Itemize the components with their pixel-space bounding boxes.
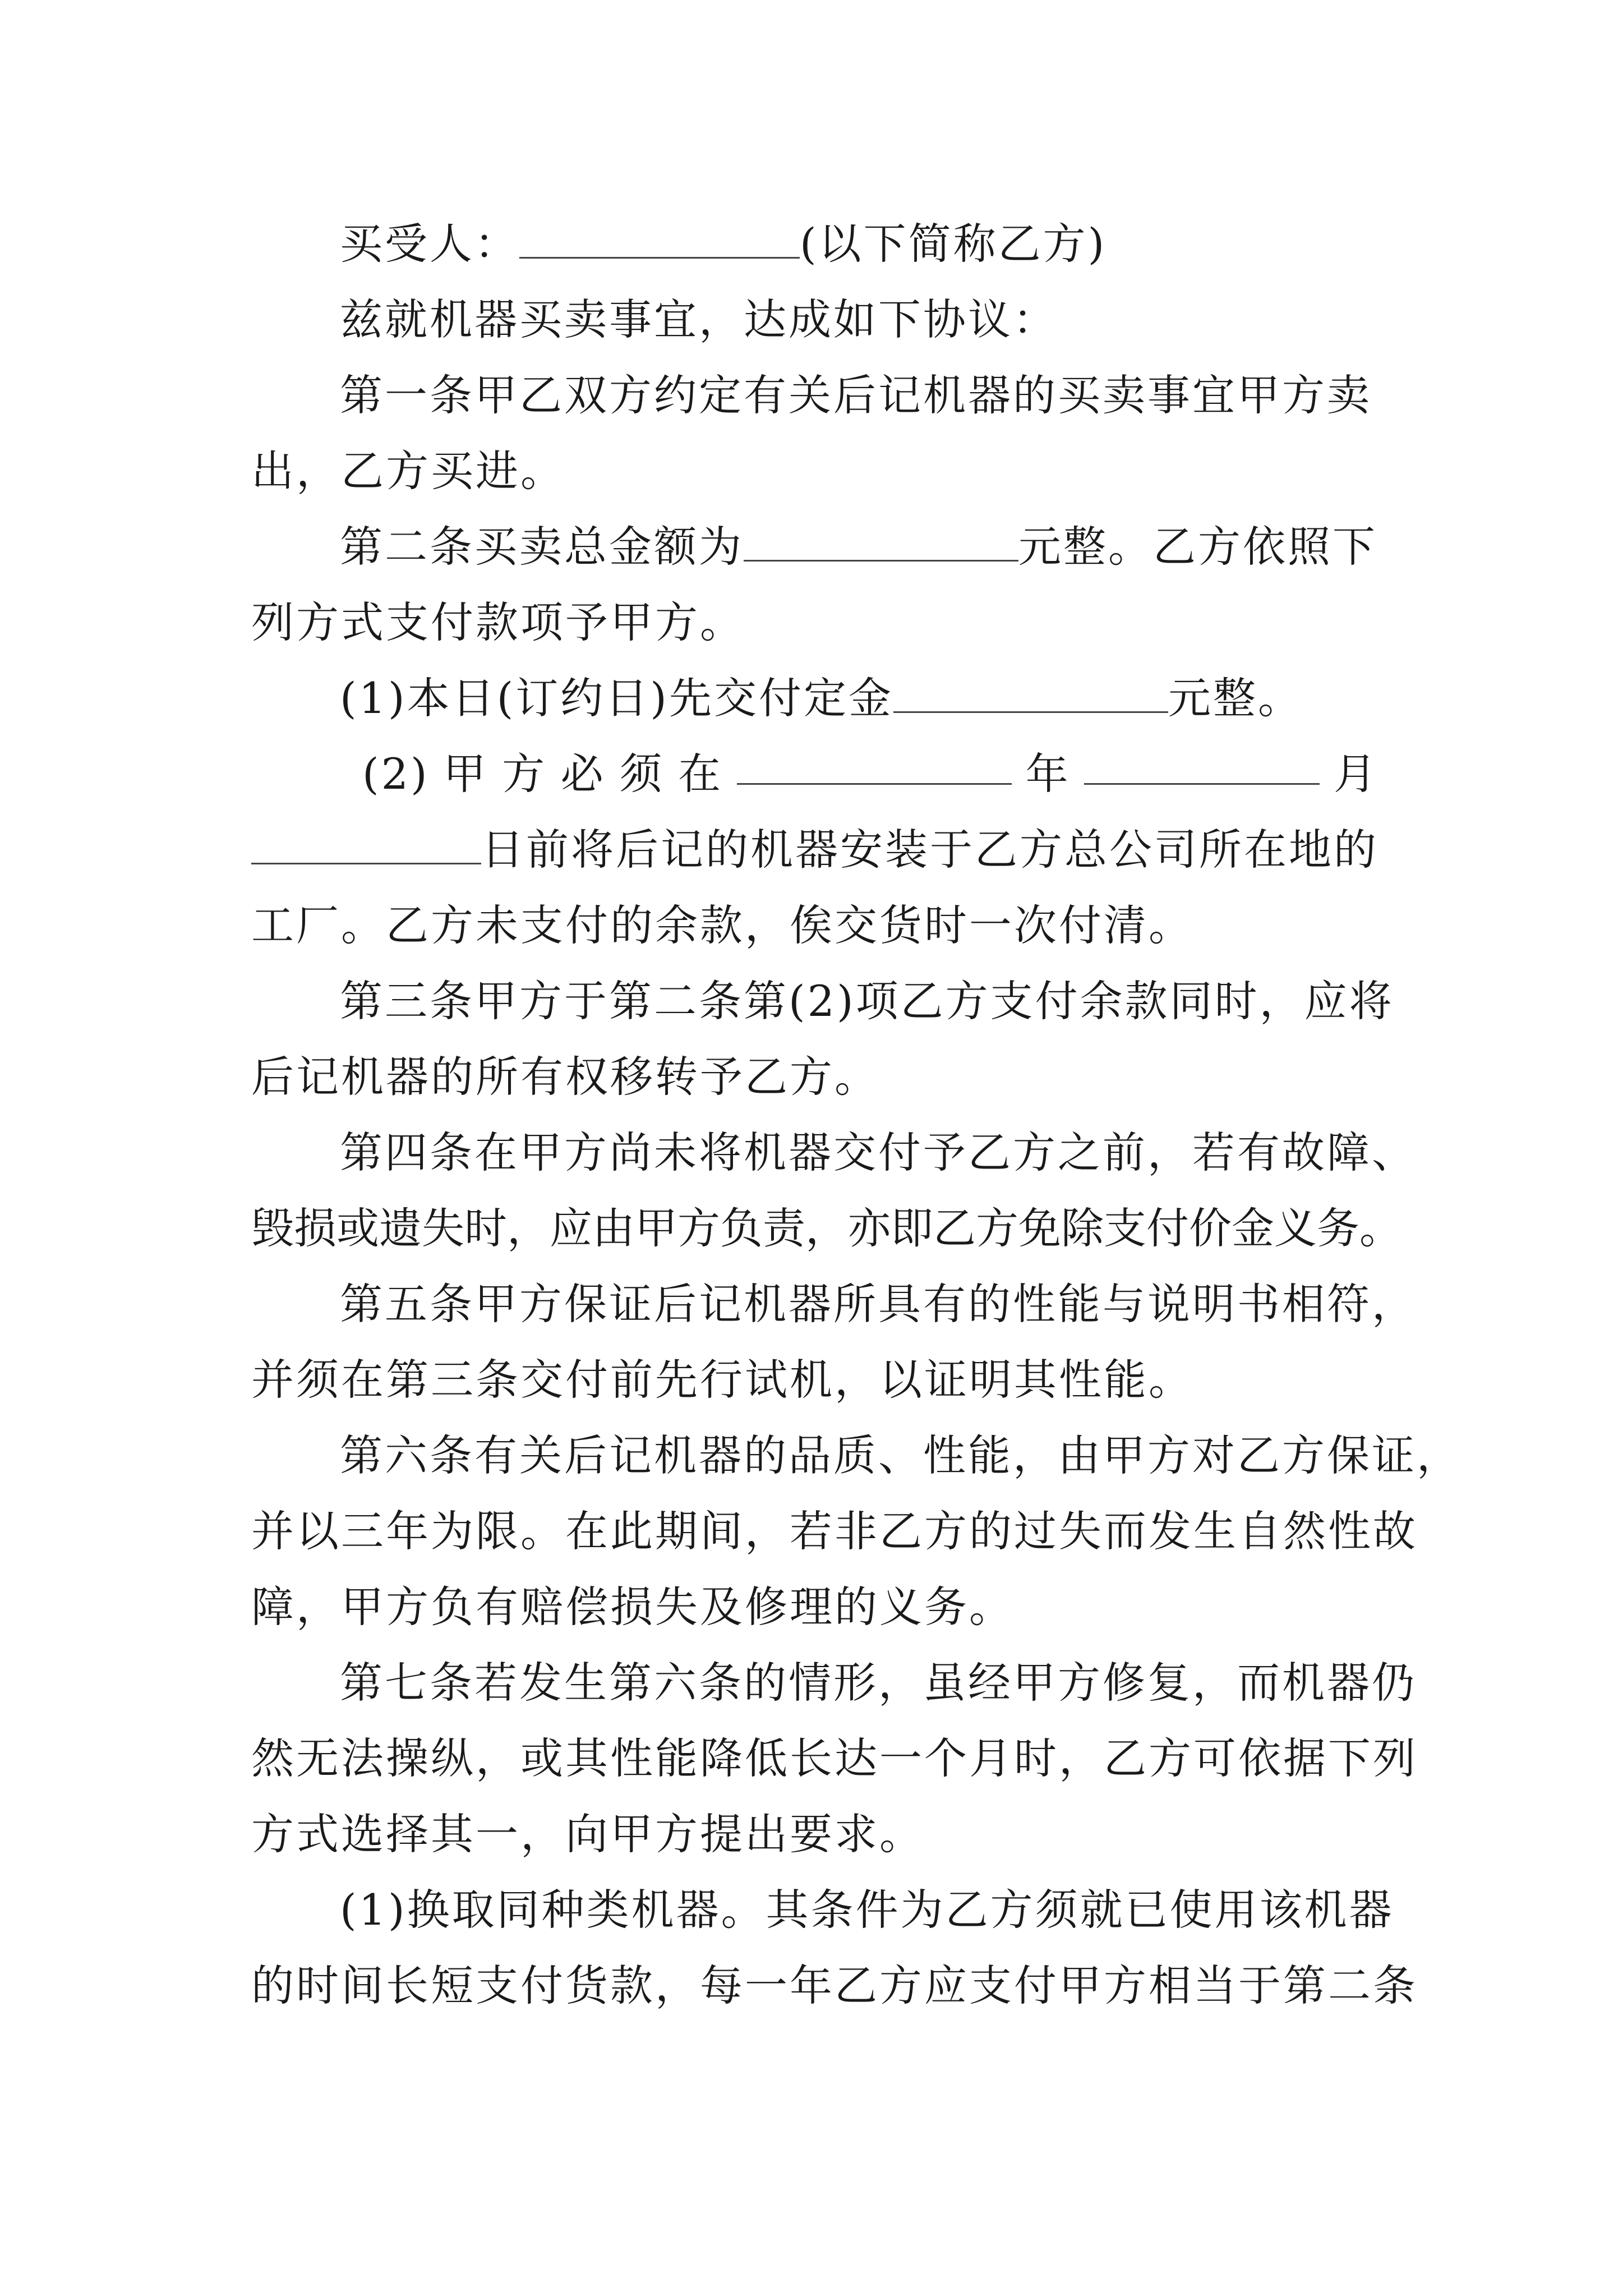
- item1-suffix: 元整。: [1168, 673, 1303, 723]
- article2-suffix: 元整。乙方依照下: [1018, 522, 1377, 572]
- article2-item1: [340, 670, 1378, 726]
- article2-item2-line2: [251, 822, 1378, 878]
- article5-line2: 并须在第三条交付前先行试机，以证明其性能。: [251, 1355, 1193, 1405]
- item2-part: (2): [362, 749, 430, 799]
- article2-line1: [340, 519, 1378, 575]
- year-blank[interactable]: [737, 746, 1012, 785]
- item2-part: 方: [502, 749, 547, 799]
- item2-part: 在: [678, 749, 723, 799]
- article6-line1: 第六条有关后记机器的品质、性能，由甲方对乙方保证，: [340, 1430, 1461, 1480]
- item2-part: 甲: [443, 749, 488, 799]
- article5-line1: 第五条甲方保证后记机器所具有的性能与说明书相符，: [340, 1279, 1417, 1329]
- article7-item1-line1: (1)换取同种类机器。其条件为乙方须就已使用该机器: [340, 1885, 1394, 1935]
- buyer-name-blank[interactable]: [519, 220, 800, 259]
- month-label: 月: [1333, 749, 1378, 799]
- year-label: 年: [1025, 749, 1071, 799]
- item2-line2-suffix: 日前将后记的机器安装于乙方总公司所在地的: [481, 825, 1378, 875]
- item1-prefix: (1)本日(订约日)先交付定金: [340, 673, 893, 723]
- deposit-amount-blank[interactable]: [893, 674, 1168, 713]
- article7-line3: 方式选择其一，向甲方提出要求。: [251, 1809, 924, 1859]
- article2-item2-line1: [362, 746, 1378, 802]
- article6-line2: 并以三年为限。在此期间，若非乙方的过失而发生自然性故: [251, 1506, 1418, 1556]
- article7-line2: 然无法操纵，或其性能降低长达一个月时，乙方可依据下列: [251, 1733, 1418, 1783]
- article6-line3: 障，甲方负有赔偿损失及修理的义务。: [251, 1582, 1014, 1632]
- article1-line2: 出，乙方买进。: [251, 446, 565, 496]
- buyer-line: [340, 216, 1378, 272]
- article3-line1: 第三条甲方于第二条第(2)项乙方支付余款同时，应将: [340, 976, 1394, 1026]
- article1-line1: 第一条甲乙双方约定有关后记机器的买卖事宜甲方卖: [340, 370, 1372, 420]
- article4-line1: 第四条在甲方尚未将机器交付予乙方之前，若有故障、: [340, 1128, 1417, 1177]
- article2-item2-line3: 工厂。乙方未支付的余款，俟交货时一次付清。: [251, 900, 1193, 950]
- day-blank[interactable]: [251, 826, 481, 864]
- article3-line2: 后记机器的所有权移转予乙方。: [251, 1052, 879, 1102]
- buyer-suffix: (以下简称乙方): [800, 219, 1107, 269]
- item2-part: 须: [619, 749, 665, 799]
- article7-item1-line2: 的时间长短支付货款，每一年乙方应支付甲方相当于第二条: [251, 1961, 1418, 2010]
- item2-part: 必: [560, 749, 606, 799]
- preamble: 兹就机器买卖事宜，达成如下协议：: [340, 295, 1058, 344]
- article4-line2: 毁损或遗失时，应由甲方负责，亦即乙方免除支付价金义务。: [251, 1203, 1402, 1253]
- total-amount-blank[interactable]: [744, 523, 1018, 562]
- article2-prefix: 第二条买卖总金额为: [340, 522, 744, 572]
- article2-line2: 列方式支付款项予甲方。: [251, 597, 745, 647]
- month-blank[interactable]: [1084, 746, 1320, 785]
- article7-line1: 第七条若发生第六条的情形，虽经甲方修复，而机器仍: [340, 1658, 1417, 1708]
- buyer-label: 买受人：: [340, 219, 519, 269]
